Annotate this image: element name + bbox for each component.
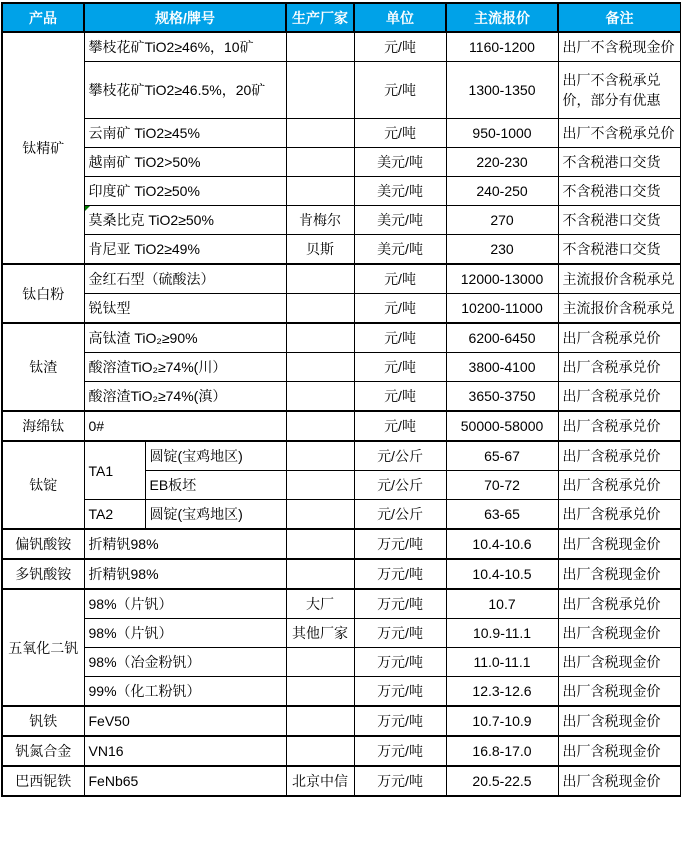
cell-price: 12000-13000 <box>446 264 558 294</box>
cell-unit: 美元/吨 <box>354 177 446 206</box>
table-row <box>2 32 681 62</box>
cell-unit: 万元/吨 <box>354 736 446 766</box>
cell-price: 50000-58000 <box>446 411 558 441</box>
cell-note: 出厂含税现金价 <box>558 559 681 589</box>
table-row <box>2 648 681 677</box>
cell-unit: 元/吨 <box>354 411 446 441</box>
table-row <box>2 529 681 559</box>
cell-product-haimiantai: 海绵钛 <box>2 411 84 441</box>
table-row <box>2 206 681 235</box>
cell-spec-form: 圆锭(宝鸡地区) <box>145 500 286 530</box>
cell-maker <box>286 62 354 119</box>
cell-note: 主流报价含税承兑 <box>558 294 681 324</box>
cell-spec: 99%（化工粉钒） <box>84 677 286 707</box>
cell-product-taibaifen: 钛白粉 <box>2 264 84 323</box>
cell-note: 出厂含税承兑价 <box>558 353 681 382</box>
cell-price: 11.0-11.1 <box>446 648 558 677</box>
cell-maker <box>286 323 354 353</box>
table-row <box>2 119 681 148</box>
table-row <box>2 264 681 294</box>
cell-price: 63-65 <box>446 500 558 530</box>
cell-maker: 大厂 <box>286 589 354 619</box>
cell-note: 不含税港口交货 <box>558 235 681 265</box>
cell-note: 出厂不含税承兑价，部分有优惠 <box>558 62 681 119</box>
cell-spec: 98%（冶金粉钒） <box>84 648 286 677</box>
cell-maker <box>286 353 354 382</box>
cell-spec: 酸溶渣TiO₂≥74%(滇） <box>84 382 286 412</box>
table-row <box>2 589 681 619</box>
cell-maker <box>286 559 354 589</box>
cell-unit: 元/公斤 <box>354 441 446 471</box>
table-row <box>2 706 681 736</box>
cell-spec: 98%（片钒） <box>84 589 286 619</box>
table-row <box>2 619 681 648</box>
cell-unit: 万元/吨 <box>354 559 446 589</box>
cell-price: 10200-11000 <box>446 294 558 324</box>
cell-maker <box>286 648 354 677</box>
cell-unit: 元/公斤 <box>354 500 446 530</box>
cell-price: 220-230 <box>446 148 558 177</box>
table-row <box>2 736 681 766</box>
table-row <box>2 148 681 177</box>
cell-spec: 0# <box>84 411 286 441</box>
cell-note: 出厂含税现金价 <box>558 529 681 559</box>
cell-unit: 万元/吨 <box>354 677 446 707</box>
cell-note: 出厂含税现金价 <box>558 736 681 766</box>
cell-maker <box>286 148 354 177</box>
cell-unit: 元/公斤 <box>354 471 446 500</box>
cell-spec: FeNb65 <box>84 766 286 796</box>
cell-spec: 酸溶渣TiO₂≥74%(川） <box>84 353 286 382</box>
cell-product-pianfansuan-an: 偏钒酸铵 <box>2 529 84 559</box>
cell-note: 不含税港口交货 <box>558 148 681 177</box>
cell-note: 出厂含税现金价 <box>558 766 681 796</box>
cell-note: 出厂含税现金价 <box>558 619 681 648</box>
col-header-spec: 规格/牌号 <box>84 3 286 32</box>
table-row <box>2 441 681 471</box>
cell-maker: 肯梅尔 <box>286 206 354 235</box>
cell-maker <box>286 736 354 766</box>
cell-spec: 攀枝花矿TiO2≥46.5%，20矿 <box>84 62 286 119</box>
cell-note: 出厂含税承兑价 <box>558 323 681 353</box>
cell-unit: 元/吨 <box>354 353 446 382</box>
cell-product-fandanhejin: 钒氮合金 <box>2 736 84 766</box>
cell-price: 3650-3750 <box>446 382 558 412</box>
cell-note: 出厂含税现金价 <box>558 677 681 707</box>
cell-maker <box>286 294 354 324</box>
cell-note: 不含税港口交货 <box>558 177 681 206</box>
cell-maker <box>286 177 354 206</box>
cell-unit: 元/吨 <box>354 294 446 324</box>
cell-spec-grade: TA1 <box>84 441 145 500</box>
cell-note: 出厂含税承兑价 <box>558 500 681 530</box>
cell-price: 10.9-11.1 <box>446 619 558 648</box>
cell-spec-text: 莫桑比克 TiO2≥50% <box>88 212 214 228</box>
cell-price: 270 <box>446 206 558 235</box>
cell-product-taizha: 钛渣 <box>2 323 84 411</box>
table-row <box>2 177 681 206</box>
table-row <box>2 323 681 353</box>
cell-price: 70-72 <box>446 471 558 500</box>
green-comment-marker-icon <box>85 206 90 211</box>
cell-price: 1300-1350 <box>446 62 558 119</box>
cell-price: 16.8-17.0 <box>446 736 558 766</box>
cell-maker <box>286 529 354 559</box>
cell-unit: 元/吨 <box>354 119 446 148</box>
cell-product-taiding: 钛锭 <box>2 441 84 529</box>
cell-unit: 万元/吨 <box>354 766 446 796</box>
cell-maker: 贝斯 <box>286 235 354 265</box>
cell-product-duofansuan-an: 多钒酸铵 <box>2 559 84 589</box>
cell-spec: 攀枝花矿TiO2≥46%，10矿 <box>84 32 286 62</box>
table-row <box>2 411 681 441</box>
cell-price: 240-250 <box>446 177 558 206</box>
cell-spec: 云南矿 TiO2≥45% <box>84 119 286 148</box>
col-header-manufacturer: 生产厂家 <box>286 3 354 32</box>
table-row <box>2 677 681 707</box>
cell-spec: 印度矿 TiO2≥50% <box>84 177 286 206</box>
cell-spec-grade: TA2 <box>84 500 145 530</box>
cell-unit: 元/吨 <box>354 62 446 119</box>
cell-maker <box>286 119 354 148</box>
cell-note: 出厂含税承兑价 <box>558 382 681 412</box>
cell-product-tijingkuang: 钛精矿 <box>2 32 84 264</box>
table-row <box>2 382 681 412</box>
cell-price: 12.3-12.6 <box>446 677 558 707</box>
cell-unit: 万元/吨 <box>354 589 446 619</box>
cell-note: 出厂含税现金价 <box>558 706 681 736</box>
cell-maker <box>286 32 354 62</box>
cell-note: 出厂不含税现金价 <box>558 32 681 62</box>
cell-note: 出厂不含税承兑价 <box>558 119 681 148</box>
cell-product-wuyanghuaerfan: 五氧化二钒 <box>2 589 84 706</box>
cell-unit: 万元/吨 <box>354 529 446 559</box>
cell-spec-form: EB板坯 <box>145 471 286 500</box>
cell-spec: 98%（片钒） <box>84 619 286 648</box>
table-row <box>2 500 681 530</box>
cell-maker: 北京中信 <box>286 766 354 796</box>
cell-spec: 高钛渣 TiO₂≥90% <box>84 323 286 353</box>
cell-spec <box>84 206 286 235</box>
col-header-price: 主流报价 <box>446 3 558 32</box>
cell-maker <box>286 264 354 294</box>
cell-spec: 锐钛型 <box>84 294 286 324</box>
table-row <box>2 353 681 382</box>
cell-unit: 美元/吨 <box>354 235 446 265</box>
cell-spec: 折精钒98% <box>84 529 286 559</box>
cell-spec: 越南矿 TiO2>50% <box>84 148 286 177</box>
table-row <box>2 559 681 589</box>
cell-price: 950-1000 <box>446 119 558 148</box>
cell-price: 20.5-22.5 <box>446 766 558 796</box>
col-header-product: 产品 <box>2 3 84 32</box>
cell-price: 230 <box>446 235 558 265</box>
cell-spec: FeV50 <box>84 706 286 736</box>
cell-spec: VN16 <box>84 736 286 766</box>
col-header-note: 备注 <box>558 3 681 32</box>
cell-note: 出厂含税承兑价 <box>558 589 681 619</box>
cell-product-fantie: 钒铁 <box>2 706 84 736</box>
cell-price: 6200-6450 <box>446 323 558 353</box>
cell-spec-form: 圆锭(宝鸡地区) <box>145 441 286 471</box>
cell-spec: 折精钒98% <box>84 559 286 589</box>
cell-price: 10.7 <box>446 589 558 619</box>
cell-unit: 万元/吨 <box>354 648 446 677</box>
cell-note: 不含税港口交货 <box>558 206 681 235</box>
price-table <box>1 2 681 797</box>
cell-unit: 美元/吨 <box>354 206 446 235</box>
cell-unit: 万元/吨 <box>354 706 446 736</box>
cell-price: 10.4-10.6 <box>446 529 558 559</box>
cell-unit: 元/吨 <box>354 382 446 412</box>
header-row <box>2 3 681 32</box>
cell-maker <box>286 471 354 500</box>
cell-maker <box>286 677 354 707</box>
cell-spec: 金红石型（硫酸法） <box>84 264 286 294</box>
cell-note: 出厂含税现金价 <box>558 648 681 677</box>
cell-unit: 元/吨 <box>354 264 446 294</box>
cell-price: 10.4-10.5 <box>446 559 558 589</box>
cell-note: 出厂含税承兑价 <box>558 441 681 471</box>
cell-unit: 万元/吨 <box>354 619 446 648</box>
cell-product-baxinietie: 巴西铌铁 <box>2 766 84 796</box>
cell-note: 出厂含税承兑价 <box>558 411 681 441</box>
cell-maker <box>286 441 354 471</box>
table-row <box>2 766 681 796</box>
cell-spec: 肯尼亚 TiO2≥49% <box>84 235 286 265</box>
cell-price: 1160-1200 <box>446 32 558 62</box>
cell-unit: 元/吨 <box>354 32 446 62</box>
table-row <box>2 62 681 119</box>
table-row <box>2 235 681 265</box>
cell-price: 65-67 <box>446 441 558 471</box>
col-header-unit: 单位 <box>354 3 446 32</box>
cell-maker <box>286 411 354 441</box>
cell-price: 10.7-10.9 <box>446 706 558 736</box>
cell-unit: 元/吨 <box>354 323 446 353</box>
cell-price: 3800-4100 <box>446 353 558 382</box>
table-row <box>2 294 681 324</box>
cell-unit: 美元/吨 <box>354 148 446 177</box>
cell-note: 出厂含税承兑价 <box>558 471 681 500</box>
cell-note: 主流报价含税承兑 <box>558 264 681 294</box>
cell-maker: 其他厂家 <box>286 619 354 648</box>
cell-maker <box>286 500 354 530</box>
cell-maker <box>286 706 354 736</box>
cell-maker <box>286 382 354 412</box>
